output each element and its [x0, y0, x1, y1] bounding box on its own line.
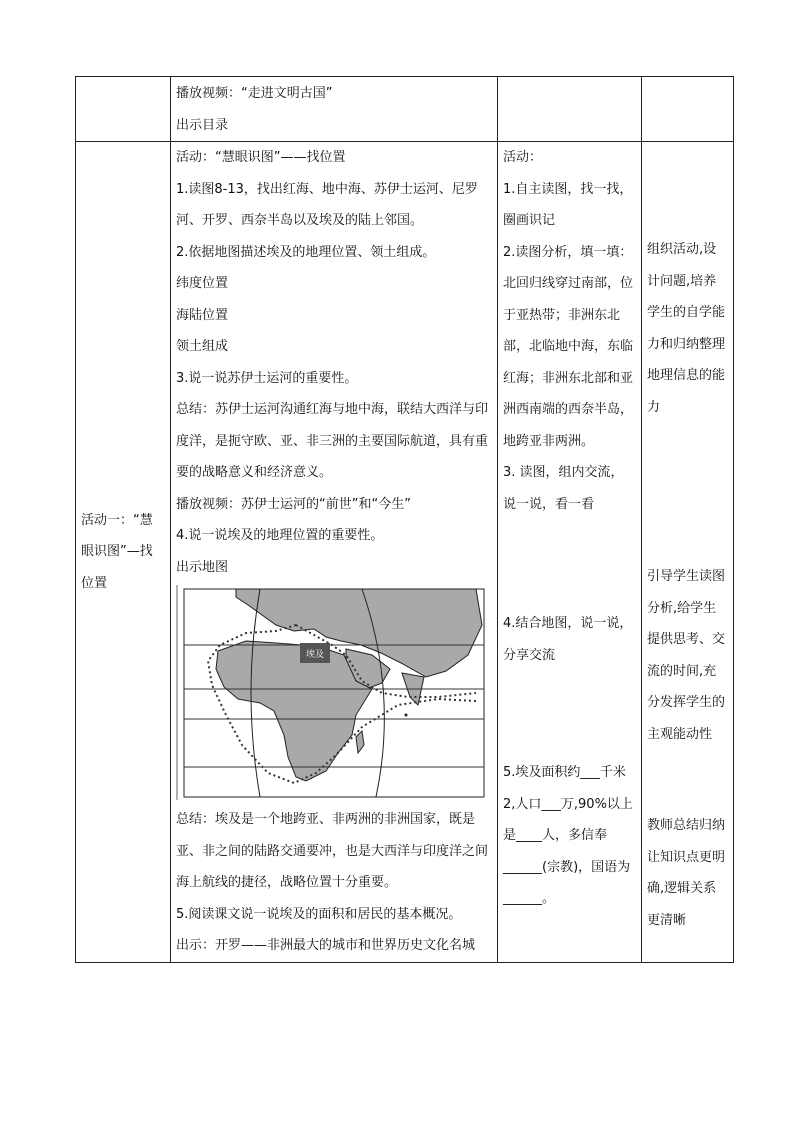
- section-title: 活动一：“慧眼识图”—找位置: [81, 512, 153, 591]
- africa-map: [176, 585, 486, 800]
- content-line: 出示地图: [176, 559, 229, 575]
- student-line: 2.读图分析，填一填：北回归线穿过南部，位于亚热带；非洲东北部，北临地中海，东临红海；非洲东北部和亚洲西南端的西奈半岛，地跨亚非两洲。: [503, 244, 634, 449]
- island-dot: [405, 714, 408, 717]
- table-row: [76, 77, 734, 142]
- content-line: 出示目录: [176, 117, 229, 133]
- content-line: 3.说一说苏伊士运河的重要性。: [176, 370, 358, 386]
- content-line: 1.读图8-13，找出红海、地中海、苏伊士运河、尼罗河、开罗、西奈半岛以及埃及的陆上邻国。: [176, 181, 478, 228]
- section-cell-empty: [76, 77, 171, 142]
- student-line: 活动：: [503, 150, 543, 165]
- lesson-table: [75, 76, 734, 963]
- student-line: 4.结合地图，说一说，分享交流: [503, 616, 633, 663]
- table-row: [76, 142, 734, 963]
- content-line: 总结：埃及是一个地跨亚、非两洲的非洲国家，既是亚、非之间的陆路交通要冲，也是大西洋与印度洋之间海上航线的捷径，战略位置十分重要。: [176, 812, 489, 890]
- egypt-label: 埃及: [306, 650, 325, 660]
- content-line: 2.依据地图描述埃及的地理位置、领土组成。: [176, 244, 436, 260]
- intent-cell-empty: [642, 77, 734, 142]
- content-line: 播放视频：“走进文明古国”: [176, 86, 333, 101]
- teacher-cell: [171, 142, 498, 963]
- section-cell: [76, 142, 171, 963]
- intent-line: 组织活动,设计问题,培养学生的自学能力和归纳整理地理信息的能力: [647, 242, 726, 415]
- content-line: 活动：“慧眼识图”——找位置: [176, 150, 346, 165]
- intent-line: 教师总结归纳让知识点更明确,逻辑关系更清晰: [647, 818, 726, 928]
- student-line: 1.自主读图，找一找，圈画识记: [503, 181, 633, 228]
- content-line: 5.阅读课文说一说埃及的面积和居民的基本概况。: [176, 906, 462, 922]
- content-line: 海陆位置: [176, 307, 229, 323]
- content-line: 领土组成: [176, 339, 229, 354]
- student-line: 5.埃及面积约___千米2,人口___万,90%以上是____人，多信奉______(宗教)，国语为______。: [503, 765, 633, 906]
- student-cell-empty: [498, 77, 642, 142]
- content-line: 总结：苏伊士运河沟通红海与地中海，联结大西洋与印度洋，是扼守欧、亚、非三洲的主要国际航道，具有重要的战略意义和经济意义。: [176, 402, 489, 480]
- teacher-text-bottom: [176, 804, 492, 962]
- content-line: 纬度位置: [176, 276, 229, 291]
- student-line: 3. 读图，组内交流，说一说，看一看: [503, 465, 624, 512]
- content-line: 播放视频：苏伊士运河的“前世”和“今生”: [176, 496, 411, 512]
- content-line: 4.说一说埃及的地理位置的重要性。: [176, 528, 384, 543]
- teacher-cell: [171, 77, 498, 142]
- intent-cell: [642, 142, 734, 963]
- content-line: 出示：开罗——非洲最大的城市和世界历史文化名城: [176, 938, 476, 953]
- intent-line: 引导学生读图分析,给学生提供思考、交流的时间,充分发挥学生的主观能动性: [647, 569, 726, 742]
- teacher-text-top: [176, 142, 492, 583]
- student-cell: [498, 142, 642, 963]
